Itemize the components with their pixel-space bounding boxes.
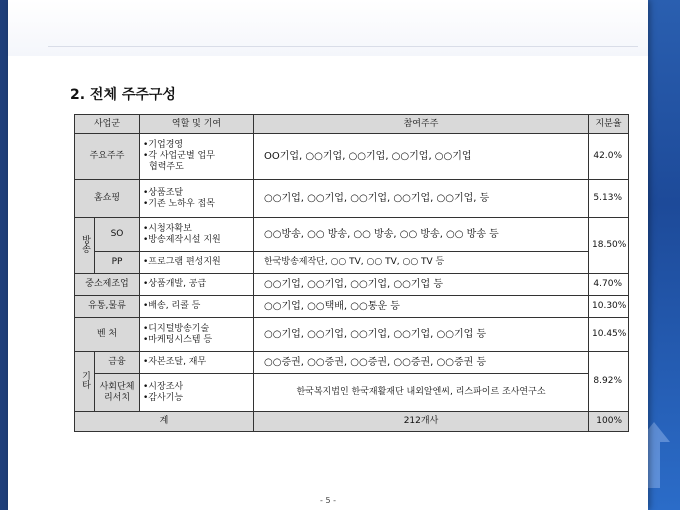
header-category: 사업군: [75, 115, 140, 134]
role-cell: •프로그램 편성지원: [140, 252, 254, 274]
role-cell: •상품조달 •기존 노하우 접목: [140, 180, 254, 218]
role-cell: •디지털방송기술 •마케팅시스템 등: [140, 318, 254, 352]
section-heading: 2. 전체 주주구성: [70, 87, 176, 103]
share-cell: 10.45%: [589, 318, 629, 352]
table-row: [75, 252, 629, 274]
participants-cell: 한국방송제작단, ○○ TV, ○○ TV, ○○ TV 등: [254, 252, 589, 274]
page-number: - 5 -: [320, 496, 336, 505]
category-cell: 중소제조업: [75, 274, 140, 296]
category-cell: 사회단체 리서치: [95, 374, 140, 412]
table-row: [75, 134, 629, 180]
total-label: 계: [75, 412, 254, 432]
table-row: [75, 274, 629, 296]
group-cell-other: 기타: [75, 352, 95, 412]
role-cell: •시장조사 •감사기능: [140, 374, 254, 412]
category-cell: 금융: [95, 352, 140, 374]
slide-top-band: [8, 0, 648, 56]
table-row: [75, 218, 629, 252]
role-cell: •기업경영 •각 사업군별 업무 협력주도: [140, 134, 254, 180]
slide-page: [8, 0, 648, 510]
shareholder-table: [74, 114, 629, 432]
table-row: [75, 180, 629, 218]
share-cell: 5.13%: [589, 180, 629, 218]
header-participants: 참여주주: [254, 115, 589, 134]
role-cell: •자본조달, 재무: [140, 352, 254, 374]
role-cell: •시청자확보 •방송제작시설 지원: [140, 218, 254, 252]
role-cell: •배송, 리콜 등: [140, 296, 254, 318]
participants-cell: ○○기업, ○○기업, ○○기업, ○○기업, ○○기업, 등: [254, 180, 589, 218]
share-cell: 8.92%: [589, 352, 629, 412]
participants-cell: ○○증권, ○○증권, ○○증권, ○○증권, ○○증권 등: [254, 352, 589, 374]
share-cell: 42.0%: [589, 134, 629, 180]
divider: [48, 46, 638, 47]
category-cell: PP: [95, 252, 140, 274]
participants-cell: OO기업, ○○기업, ○○기업, ○○기업, ○○기업: [254, 134, 589, 180]
table-row: [75, 352, 629, 374]
participants-cell: ○○기업, ○○택배, ○○통운 등: [254, 296, 589, 318]
participants-cell: ○○기업, ○○기업, ○○기업, ○○기업, ○○기업 등: [254, 318, 589, 352]
table-total-row: [75, 412, 629, 432]
share-cell: 4.70%: [589, 274, 629, 296]
total-participants: 212개사: [254, 412, 589, 432]
table-row: [75, 296, 629, 318]
header-role: 역할 및 기여: [140, 115, 254, 134]
category-cell: 주요주주: [75, 134, 140, 180]
category-cell: SO: [95, 218, 140, 252]
table-header-row: [75, 115, 629, 134]
category-cell: 벤 처: [75, 318, 140, 352]
participants-cell: ○○기업, ○○기업, ○○기업, ○○기업 등: [254, 274, 589, 296]
participants-cell: ○○방송, ○○ 방송, ○○ 방송, ○○ 방송, ○○ 방송 등: [254, 218, 589, 252]
header-share: 지분율: [589, 115, 629, 134]
share-cell: 18.50%: [589, 218, 629, 274]
group-cell-broadcast: 방송: [75, 218, 95, 274]
category-cell: 홈쇼핑: [75, 180, 140, 218]
total-share: 100%: [589, 412, 629, 432]
share-cell: 10.30%: [589, 296, 629, 318]
participants-cell: 한국복지법인 한국재활재단 내외알엔씨, 리스파이르 조사연구소: [254, 374, 589, 412]
category-cell: 유통,물류: [75, 296, 140, 318]
table-row: [75, 374, 629, 412]
table-row: [75, 318, 629, 352]
role-cell: •상품개발, 공급: [140, 274, 254, 296]
